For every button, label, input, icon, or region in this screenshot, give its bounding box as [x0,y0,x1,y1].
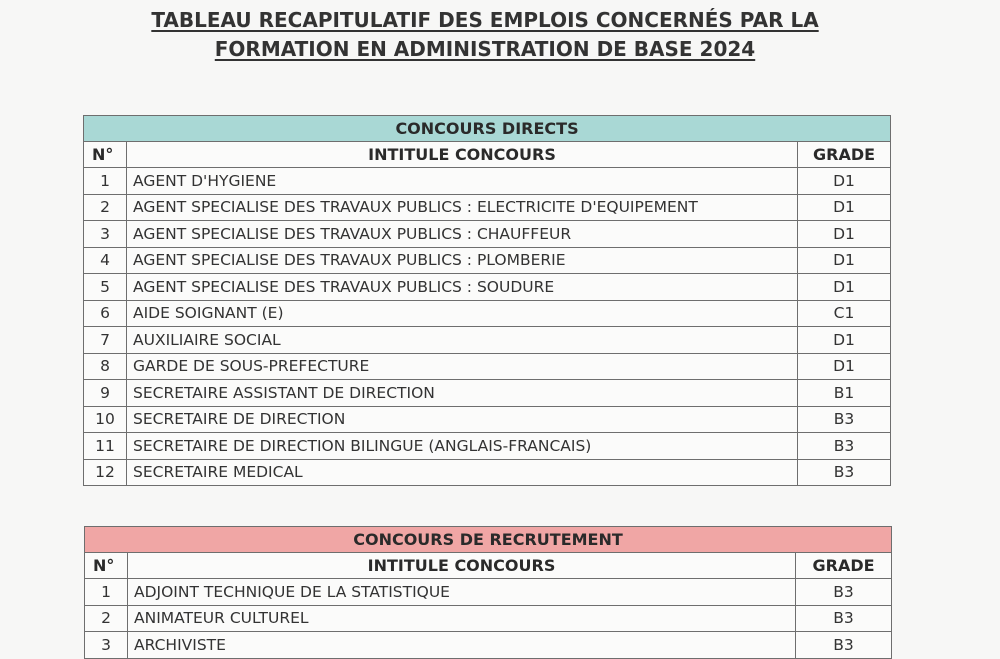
row-grade: B3 [796,632,892,659]
row-intitule: AGENT SPECIALISE DES TRAVAUX PUBLICS : SOUDURE [127,274,798,301]
row-grade: D1 [798,168,891,195]
header-intitule: INTITULE CONCOURS [127,142,798,168]
table-row [84,247,891,274]
row-intitule: AGENT SPECIALISE DES TRAVAUX PUBLICS : PLOMBERIE [127,247,798,274]
row-intitule: AUXILIAIRE SOCIAL [127,327,798,354]
concours-directs-banner: CONCOURS DIRECTS [84,116,891,142]
row-intitule: ANIMATEUR CULTUREL [128,605,796,632]
header-num: N° [85,553,128,579]
table-row [84,194,891,221]
row-number: 2 [84,194,127,221]
header-grade: GRADE [796,553,892,579]
row-grade: B3 [796,605,892,632]
table-row [85,605,892,632]
row-grade: D1 [798,274,891,301]
row-intitule: SECRETAIRE DE DIRECTION [127,406,798,433]
row-number: 5 [84,274,127,301]
table-row [84,221,891,248]
row-grade: B1 [798,380,891,407]
row-number: 7 [84,327,127,354]
row-number: 11 [84,433,127,460]
header-intitule: INTITULE CONCOURS [128,553,796,579]
row-grade: B3 [798,406,891,433]
concours-directs-banner-row [84,116,891,142]
table-row [85,579,892,606]
row-grade: D1 [798,247,891,274]
table-row [84,353,891,380]
row-grade: B3 [796,579,892,606]
row-number: 12 [84,459,127,486]
concours-recrutement-table [84,526,892,659]
row-intitule: ARCHIVISTE [128,632,796,659]
row-grade: D1 [798,194,891,221]
row-grade: D1 [798,353,891,380]
concours-recrutement-banner: CONCOURS DE RECRUTEMENT [85,527,892,553]
row-number: 6 [84,300,127,327]
header-num: N° [84,142,127,168]
row-intitule: AGENT SPECIALISE DES TRAVAUX PUBLICS : ELECTRICITE D'EQUIPEMENT [127,194,798,221]
concours-directs-body [84,116,891,486]
concours-recrutement-body [85,527,892,659]
row-intitule: GARDE DE SOUS-PREFECTURE [127,353,798,380]
concours-recrutement-banner-row [85,527,892,553]
row-grade: D1 [798,221,891,248]
table-row [84,433,891,460]
row-intitule: AGENT D'HYGIENE [127,168,798,195]
row-number: 2 [85,605,128,632]
row-grade: B3 [798,459,891,486]
row-grade: B3 [798,433,891,460]
row-intitule: SECRETAIRE ASSISTANT DE DIRECTION [127,380,798,407]
row-grade: D1 [798,327,891,354]
row-intitule: AIDE SOIGNANT (E) [127,300,798,327]
table-row [84,406,891,433]
row-number: 1 [84,168,127,195]
table-row [84,168,891,195]
row-intitule: SECRETAIRE MEDICAL [127,459,798,486]
row-number: 10 [84,406,127,433]
table-row [84,274,891,301]
title-line-1: TABLEAU RECAPITULATIF DES EMPLOIS CONCERNÉS PAR LA [151,8,819,32]
table-row [84,327,891,354]
row-number: 4 [84,247,127,274]
concours-directs-header-row [84,142,891,168]
table-row [84,300,891,327]
table-row [84,380,891,407]
concours-recrutement-header-row [85,553,892,579]
title-line-2: FORMATION EN ADMINISTRATION DE BASE 2024 [214,37,756,61]
header-grade: GRADE [798,142,891,168]
row-grade: C1 [798,300,891,327]
row-number: 1 [85,579,128,606]
row-intitule: ADJOINT TECHNIQUE DE LA STATISTIQUE [128,579,796,606]
document-title [0,6,970,64]
row-number: 3 [85,632,128,659]
table-row [84,459,891,486]
row-number: 9 [84,380,127,407]
row-intitule: AGENT SPECIALISE DES TRAVAUX PUBLICS : CHAUFFEUR [127,221,798,248]
concours-directs-table [83,115,891,486]
row-number: 8 [84,353,127,380]
row-number: 3 [84,221,127,248]
table-row [85,632,892,659]
row-intitule: SECRETAIRE DE DIRECTION BILINGUE (ANGLAIS-FRANCAIS) [127,433,798,460]
